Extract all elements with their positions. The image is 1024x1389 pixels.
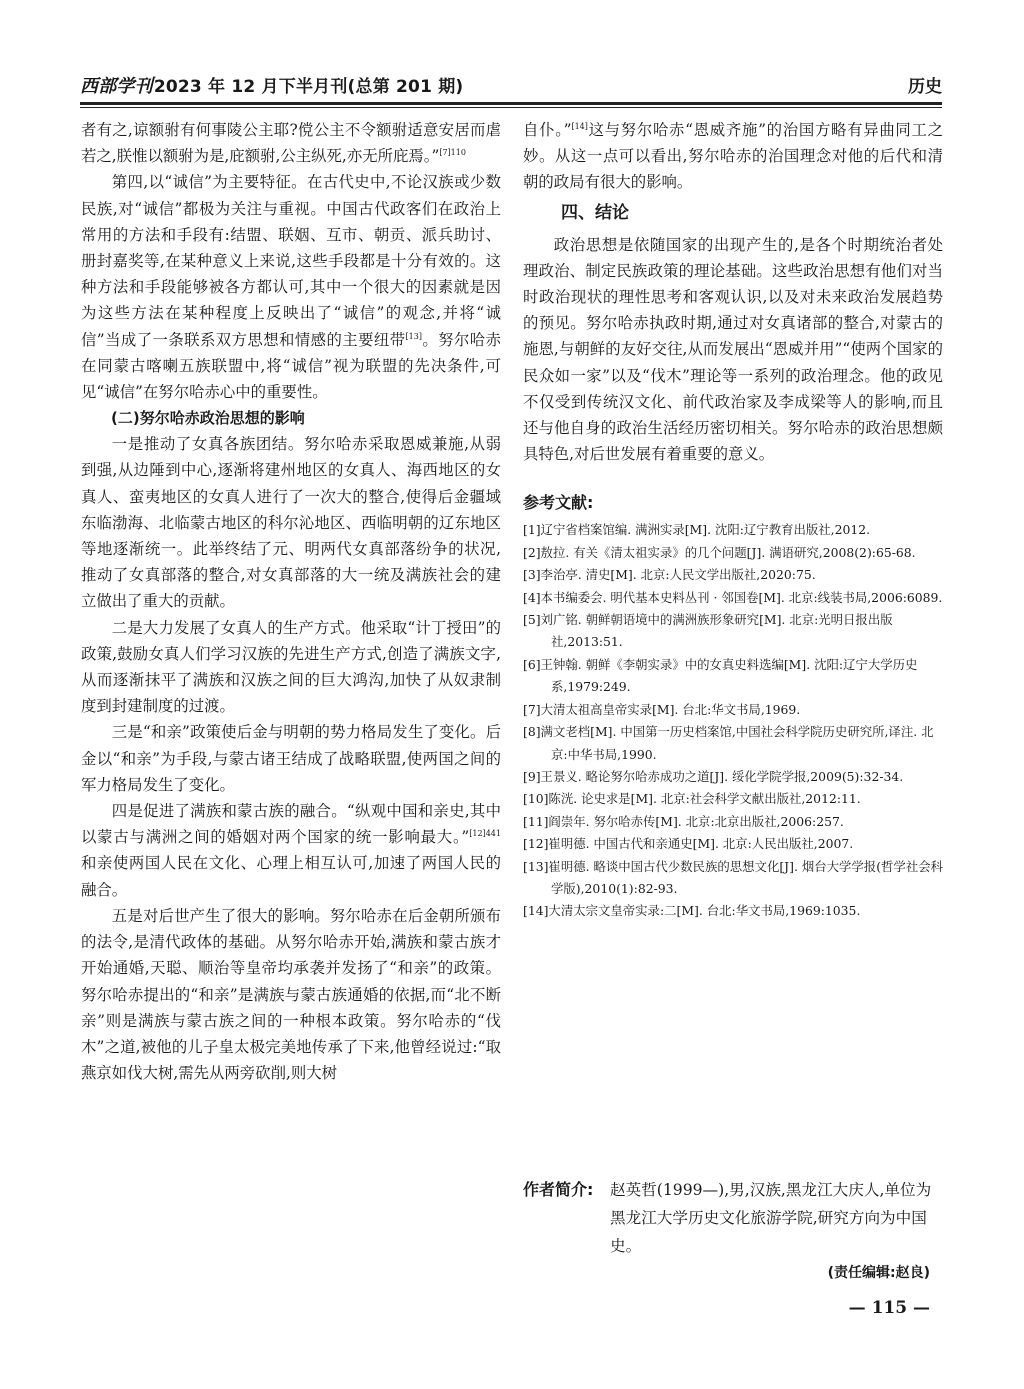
paragraph: 第四,以“诚信”为主要特征。在古代史中,不论汉族或少数民族,对“诚信”都极为关注与重视。中国古代政客们在政治上常用的方法和手段有:结盟、联姻、互市、朝贡、派兵助讨、册封嘉奖等,在某种意义上来说,这些手段都是十分有效的。这种方法和手段能够被各方都认可,其中一个很大的因素就是因为这些方法在某种程度上反映出了“诚信”的观念,并将“诚信”当成了一条联系双方思想和情感的主要纽带[13]。努尔哈赤在同蒙古喀喇五族联盟中,将“诚信”视为联盟的先决条件,可见“诚信”在努尔哈赤心中的重要性。 [81, 173, 501, 402]
reference-item: [11]阎崇年. 努尔哈赤传[M]. 北京:北京出版社,2006:257. [523, 813, 844, 829]
references-heading: 参考文献: [523, 493, 594, 513]
author-bio [523, 1176, 943, 1260]
reference-item: [8]满文老档[M]. 中国第一历史档案馆,中国社会科学院历史研究所,译注. 北京:中华书局,1990. [523, 724, 934, 762]
page-number: — 115 — [848, 1298, 930, 1318]
paragraph: 政治思想是依随国家的出现产生的,是各个时期统治者处理政治、制定民族政策的理论基础。这些政治思想有他们对当时政治现状的理性思考和客观认识,以及对未来政治发展趋势的预见。努尔哈赤执政时期,通过对女真诸部的整合,对蒙古的施恩,与朝鲜的友好交往,从而发展出“恩威并用”“使两个国家的民众如一家”以及“伐木”理论等一系列的政治理念。他的政见不仅受到传统汉文化、前代政治家及李成梁等人的影响,而且还与他自身的政治生活经历密切相关。努尔哈赤的政治思想颇具特色,对后世发展有着重要的意义。 [523, 235, 943, 464]
citation: [12]441 [469, 829, 501, 839]
reference-item: [2]敖拉. 有关《清太祖实录》的几个问题[J]. 满语研究,2008(2):65-68. [523, 544, 916, 560]
reference-list [523, 519, 943, 922]
reference-item: [12]崔明德. 中国古代和亲通史[M]. 北京:人民出版社,2007. [523, 836, 854, 852]
left-column [81, 117, 501, 1086]
paragraph: 五是对后世产生了很大的影响。努尔哈赤在后金朝所颁布的法令,是清代政体的基础。从努尔哈赤开始,满族和蒙古族才开始通婚,天聪、顺治等皇帝均承袭并发扬了“和亲”的政策。努尔哈赤提出的“和亲”是满族与蒙古族通婚的依据,而“北不断亲”则是满族与蒙古族之间的一种根本政策。努尔哈赤的“伐木”之道,被他的儿子皇太极完美地传承了下来,他曾经说过:“取燕京如伐大树,需先从两旁砍削,则大树 [81, 906, 501, 1083]
reference-item: [14]大清太宗文皇帝实录:二[M]. 台北:华文书局,1969:1035. [523, 903, 861, 919]
paragraph: 者有之,谅额驸有何事陵公主耶?傥公主不令额驸适意安居而虐若之,朕惟以额驸为是,庇额驸,公主纵死,亦无所庇焉。”$^{[7]110}$ [81, 121, 501, 166]
citation: [7]110 [439, 148, 466, 158]
author-bio-text: 赵英哲(1999—),男,汉族,黑龙江大庆人,单位为黑龙江大学历史文化旅游学院,研究方向为中国史。 [610, 1181, 932, 1255]
right-column [523, 117, 943, 923]
header-rule-thin [80, 107, 942, 108]
reference-item: [4]本书编委会. 明代基本史料丛刊 · 邻国卷[M]. 北京:线装书局,2006:6089. [523, 589, 943, 605]
reference-item: [7]大清太祖高皇帝实录[M]. 台北:华文书局,1969. [523, 701, 801, 717]
reference-item: [9]王景义. 略论努尔哈赤成功之道[J]. 绥化学院学报,2009(5):32-34. [523, 768, 904, 784]
paragraph: 二是大力发展了女真人的生产方式。他采取“计丁授田”的政策,鼓励女真人们学习汉族的先进生产方式,创造了满族文字,从而逐渐抹平了满族和汉族之间的巨大鸿沟,加快了从奴隶制度到封建制度的过渡。 [81, 618, 501, 716]
citation: [14] [571, 121, 588, 131]
reference-item: [1]辽宁省档案馆编. 满洲实录[M]. 沈阳:辽宁教育出版社,2012. [523, 522, 871, 538]
author-bio-label: 作者简介: [523, 1180, 594, 1199]
running-header [80, 70, 942, 100]
paragraph: 一是推动了女真各族团结。努尔哈赤采取恩威兼施,从弱到强,从边陲到中心,逐渐将建州地区的女真人、海西地区的女真人、蛮夷地区的女真人进行了一次大的整合,使得后金疆域东临渤海、北临蒙古地区的科尔沁地区、西临明朝的辽东地区等地逐渐统一。此举终结了元、明两代女真部落纷争的状况,推动了女真部落的整合,对女真部落的大一统及满族社会的建立做出了重大的贡献。 [81, 435, 501, 611]
paragraph: 三是“和亲”政策使后金与明朝的势力格局发生了变化。后金以“和亲”为手段,与蒙古诸王结成了战略联盟,使两国之间的军力格局发生了变化。 [81, 723, 501, 794]
journal-logo: 西部学刊 [80, 76, 153, 97]
reference-item: [10]陈洸. 论史求是[M]. 北京:社会科学文献出版社,2012:11. [523, 791, 861, 807]
section-label: 历史 [908, 77, 942, 97]
reference-item: [13]崔明德. 略谈中国古代少数民族的思想文化[J]. 烟台大学学报(哲学社会科学版),2010(1):82-93. [523, 858, 943, 896]
reference-item: [5]刘广铭. 朝鲜朝语境中的满洲族形象研究[M]. 北京:光明日报出版社,2013:51. [523, 612, 893, 650]
header-rule-thick [80, 102, 942, 105]
subsection-heading: (二)努尔哈赤政治思想的影响 [111, 409, 305, 428]
reference-item: [3]李治亭. 清史[M]. 北京:人民文学出版社,2020:75. [523, 567, 816, 583]
responsible-editor: (责任编辑:赵良) [827, 1265, 930, 1281]
section-heading-conclusion: 四、结论 [561, 202, 629, 223]
citation: [13] [405, 331, 422, 341]
reference-item: [6]王钟翰. 朝鲜《李朝实录》中的女真史料选编[M]. 沈阳:辽宁大学历史系,1979:249. [523, 656, 918, 695]
journal-title [80, 72, 463, 98]
paragraph: 四是促进了满族和蒙古族的融合。“纵观中国和亲史,其中以蒙古与满洲之间的婚姻对两个国家的统一影响最大。”$^{[12]441}$ 和亲使两国人民在文化、心理上相互认可,加速了两国人民的融合。 [81, 802, 501, 899]
issue-info: 2023 年 12 月下半月刊(总第 201 期) [153, 77, 464, 97]
paragraph: 自仆。”[14]这与努尔哈赤“恩威齐施”的治国方略有异曲同工之妙。从这一点可以看出,努尔哈赤的治国理念对他的后代和清朝的政局有很大的影响。 [523, 121, 943, 192]
